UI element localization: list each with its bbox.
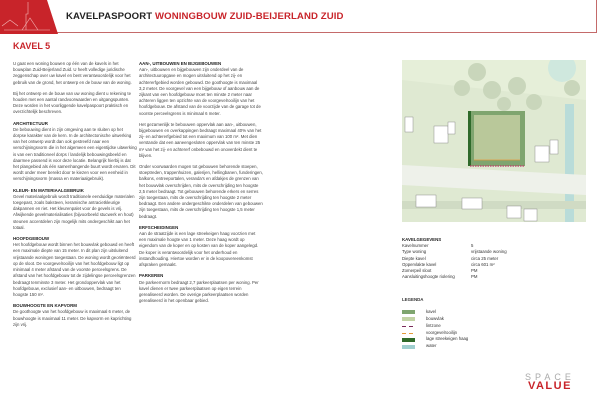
site-plan-map (402, 60, 586, 222)
legend-swatch (402, 333, 415, 334)
intro-paragraph: U gaat een woning bouwen op één van de kavels in het bouwplan Zuid-Beijerland Zuid. U heeft volledige juridische zeggenschap over uw kavel en bent verantwoordelijk voor het gebruik van de grond, het ontwerp en de bouw van de woning. (13, 61, 132, 85)
legend-label: lage streekeigen haag (426, 336, 469, 342)
section-heading: BOUWHOOGTE EN KAPVORM (13, 303, 77, 309)
legend-label: water (426, 343, 437, 349)
legend-item (402, 336, 468, 343)
legend-item (402, 343, 468, 350)
row-value: vrijstaande woning (471, 249, 507, 255)
section-heading: ERFSCHEIDINGEN (139, 224, 179, 230)
section-heading: ARCHITECTUUR (13, 120, 48, 126)
legend-item (402, 323, 468, 330)
legend-item (402, 330, 468, 337)
section-text: De parkeernorm bedraagt 2,7 parkeerplaatsen per woning. Per kavel dienen er twee parkeerplaatsen op eigen terrein gerealiseerd worden. De overige parkeerplaatsen worden gerealiseerd in het openbaar gebied. (139, 279, 259, 304)
section-text: De goothoogte van het hoofdgebouw is maximaal 6 meter, de bouwhoogte is maximaal 11 meter. De kapvorm en kaprichting zijn vrij. (13, 309, 132, 327)
legend-label: kavel (426, 308, 437, 314)
legend-label: lintzone (426, 322, 441, 328)
row-value: circa 601 m² (471, 261, 495, 267)
section-heading: PARKEREN (139, 273, 164, 279)
row-key: Zomerpeil sloot (402, 268, 432, 274)
legend-swatch (402, 310, 415, 314)
row-key: Type woning (402, 249, 427, 255)
row-key: Aansluitingshoogte riolering (402, 274, 455, 280)
legend-swatch (402, 345, 415, 349)
section-text: Gevel materiaalgebruik wordt traditionele eenduidige materialen toegepast, zoals baksteen, keramische antracietkleurige dakpannen en riet. Het kleurenpalet voor de gevels is vrij. Afwijkende gevelmaterialisaties (bijvoorbeeld stucwerk en hout) steunen accentdelen zijn mogelijk mits ondergeschikt aan het totaal. (13, 193, 135, 230)
space-value-logo: SPACE VALUE (525, 372, 575, 392)
legend-label: voorgevelrooilijn (426, 329, 458, 335)
row-key: Oppervlakte kavel (402, 261, 437, 267)
legend-heading: LEGENDA (402, 297, 424, 302)
section-heading: KLEUR- EN MATERIAALGEBRUIK (13, 187, 84, 193)
section-text: Aan de straatzijde is een lage streekeigen haag voorzien met een maximale hoogte van 1 meter. Deze haag wordt op eigendom van de koper en op kosten van de koper aangelegd. De koper is verantwoordelijk voor het onderhoud en instandhouding. Hiertoe worden er in de koopovereenkomst afspraken gemaakt. (139, 231, 259, 268)
kavelgegevens-row (402, 274, 586, 280)
kavelgegevens-heading: KAVELGEGEVENS (402, 237, 442, 242)
page-header (0, 0, 600, 34)
section-text: Het gezamenlijk te bebouwen oppervlak aan aan-, uitbouwen, bijgebouwen en overkappingen bedraagt maximaal 40% van het zij- en achtererfgebied tot een maximum van 100 m². Met dien verstande dat een aaneengesloten oppervlak van ten minste 25 m² van het zij- en achtererf onbebouwd en onoverdekt dient te blijven. (139, 121, 262, 158)
text-column-left (13, 61, 137, 333)
kavelgegevens-table (402, 237, 586, 280)
section-heading: HOOFDGEBOUW (13, 236, 50, 242)
legend-swatch (402, 326, 415, 327)
legend-item (402, 316, 468, 323)
kavel-title: KAVEL 5 (13, 41, 51, 51)
section-text: Het hoofdgebouw wordt binnen het bouwvlak gebouwd en heeft een maximale diepte van 15 meter. In dit plan zijn uitsluitend vrijstaande woningen toegestaan. De woning wordt georiënteerd op de sloot. De voorgevelrooilijn van het hoofdgebouw ligt op minimaal 4 meter afstand van de voorste perceelsgrens. De afstand van het hoofdgebouw tot de zijdelingse perceelsgrenzen bedraagt tenminste 3 meter. Het grondoppervlak van het hoofdgebouw, exclusief aan- en uitbouwen, bedraagt ten hoogste 150 m². (13, 242, 136, 297)
row-key: Kavelnummer (402, 243, 429, 249)
legend-swatch (402, 317, 415, 321)
row-value: PM (471, 268, 478, 274)
legend-item (402, 309, 468, 316)
section-text: Aan-, uitbouwen en bijgebouwen zijn onderdeel van de architectuuropgave en mogen uitsluitend op het zij- en achtererfgebied worden gebouwd. De goothoogte is maximaal 3,2 meter. De voorgevel van een bijgebouw of aanbouw aan de zijkant van een hoofdgebouw moet ten minste 2 meter naar achteren liggen ten opzichte van de voorgevelrooilijn van het hoofdgebouw. De afstand van de voorzijde van de garage tot de voorste perceelsgrens is minimaal 6 meter. (139, 67, 261, 116)
row-value: PM (471, 274, 478, 280)
row-value: 5 (471, 243, 474, 249)
section-text: De bebouwing dient in zijn omgeving aan te sluiten op het dorpse karakter van de kern. In de architectonische uitwerking van het ontwerp wordt dan ook gestreefd naar een verschijningsvorm die in het algemeen een eigentijdse uitwerking is van een traditioneel dorps / landelijk bebouwingsbeeld en daarmee passend is voor deze locatie. Belangrijk hierbij is dat het plangebied als één samenhangende buurt wordt ervaren. Dit wordt onder meer bereikt door te kiezen voor een eenheid in verschijningsvorm (massa en materiaalgebruik). (13, 126, 137, 182)
row-value: circa 25 meter (471, 255, 499, 261)
text-column-middle (139, 61, 263, 309)
intro-paragraph: Bij het ontwerp en de bouw van uw woning dient u rekening te houden met een aantal randvoorwaarden en uitgangspunten. Deze worden in het voorliggende kavelpaspoort praktisch en overzichtelijk beschreven. (13, 90, 132, 115)
section-heading: AAN-, UITBOUWEN EN BIJGEBOUWEN (139, 61, 222, 66)
section-text: Onder voorwaarden mogen tot gebouwen behorende stoepen, stoeptreden, trappenhuizen, galerijen, hellingbanen, funderingen, balkons, entreeportalen, veranda's en afdakjes de grenzen van het bouwvlak overschrijden, mits de overschrijding ten hoogste 2,5 meter bedraagt. Tot gebouwen behorende erkers en serres zijn toegestaan, mits de overschrijding ten hoogste 2 meter bedraagt. Een andere ondergeschikte onderdelen van gebouwen zijn toegestaan, mits de overschrijding ten hoogste 1,5 meter bedraagt. (139, 164, 263, 219)
legend-swatch (402, 338, 415, 342)
row-key: Diepte kavel (402, 255, 426, 261)
legend-label: bouwvlak (426, 315, 444, 321)
page-title: KAVELPASPOORT WONINGBOUW ZUID-BEIJERLAND ZUID (66, 11, 344, 22)
legend (402, 297, 468, 350)
